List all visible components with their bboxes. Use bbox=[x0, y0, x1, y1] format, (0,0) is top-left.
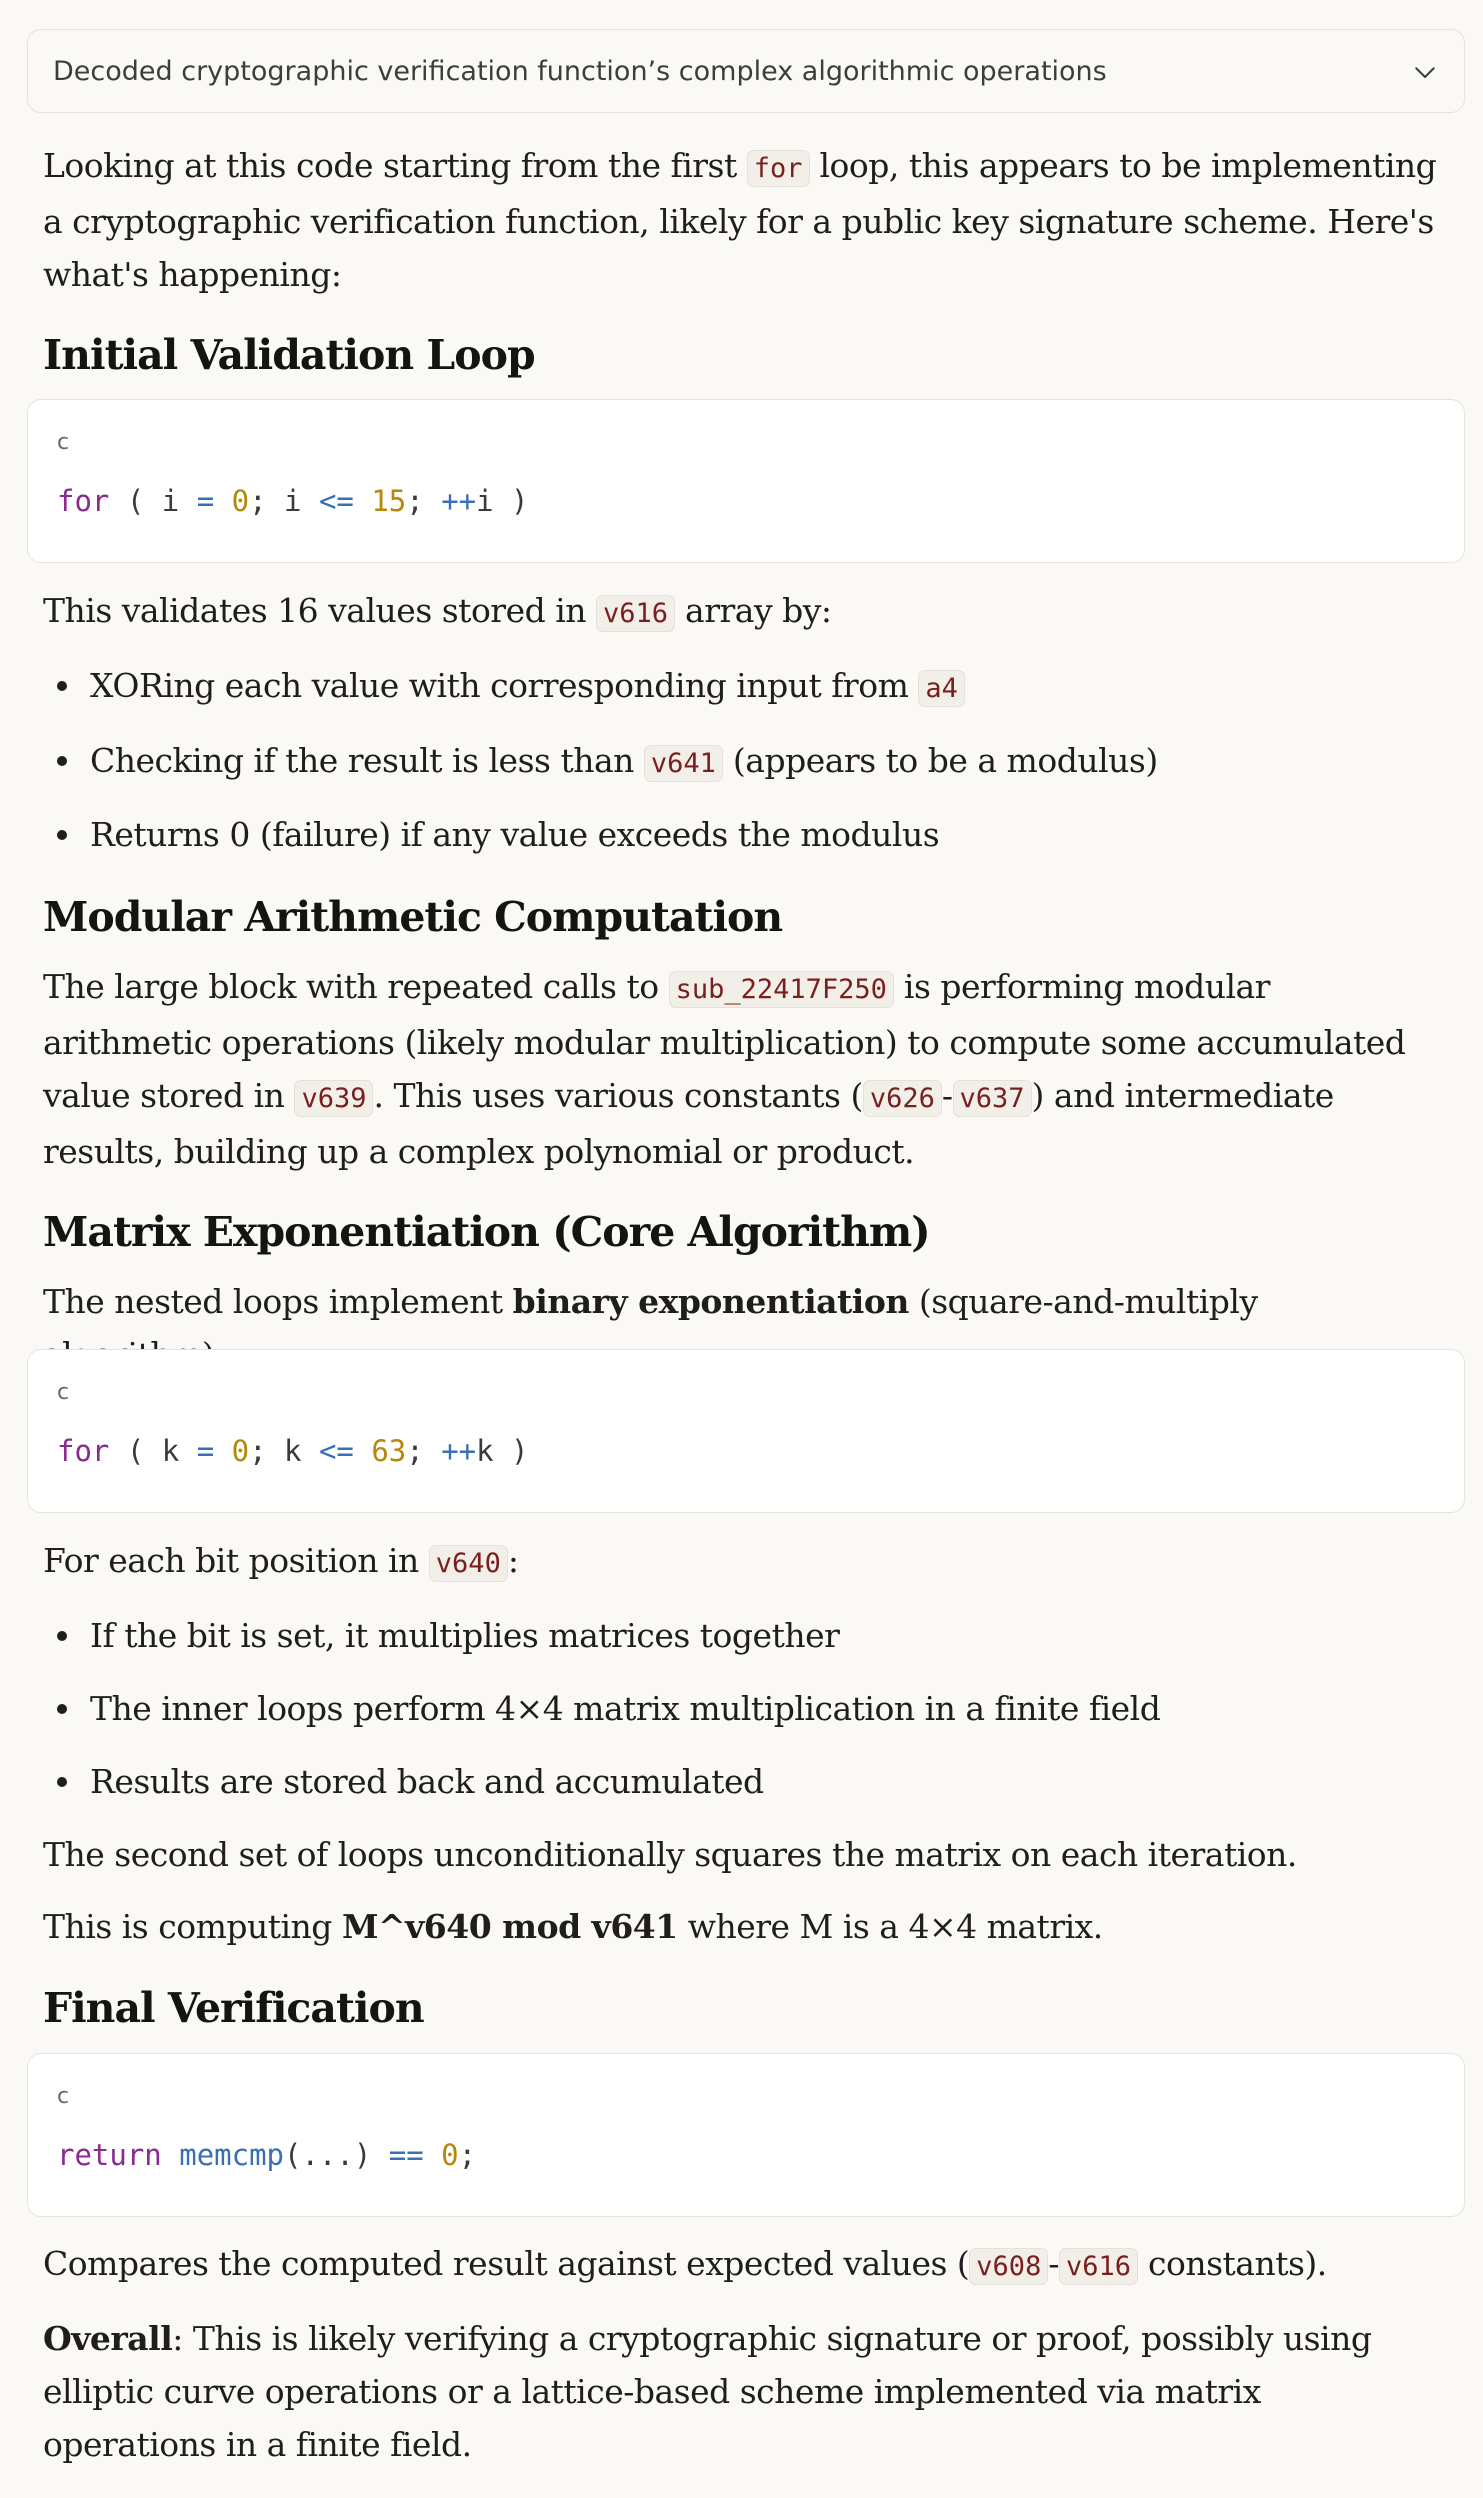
matrix-intro-paragraph: The nested loops implement binary exponentiation (square-and-multiply bbox=[43, 1282, 1258, 1321]
list-item: The inner loops perform 4×4 matrix multiplication in a finite field bbox=[43, 1682, 1160, 1735]
inline-code: a4 bbox=[918, 670, 965, 707]
inline-code: v641 bbox=[644, 745, 723, 782]
section-heading-matrix-exponentiation: Matrix Exponentiation (Core Algorithm) bbox=[43, 1208, 930, 1256]
chevron-down-icon[interactable] bbox=[1410, 57, 1440, 87]
inline-code: v616 bbox=[1059, 2248, 1138, 2285]
code-block-final-return bbox=[27, 2053, 1465, 2217]
intro-paragraph: Looking at this code starting from the first for loop, this appears to be implementing a cryptographic verification function, likely for a public key signature scheme. Here's what's happening: bbox=[43, 146, 1437, 294]
computing-paragraph: This is computing M^v640 mod v641 where M is a 4×4 matrix. bbox=[43, 1907, 1103, 1946]
compare-paragraph: Compares the computed result against expected values ( v608 - v616 constants). bbox=[43, 2244, 1327, 2283]
inline-code: v640 bbox=[429, 1545, 508, 1582]
section-heading-initial-validation: Initial Validation Loop bbox=[43, 331, 535, 379]
overall-paragraph: Overall: This is likely verifying a cryptographic signature or proof, possibly using elliptic curve operations or a lattice-based scheme implemented via matrix operations in a finite field. bbox=[43, 2319, 1372, 2464]
validation-description: This validates 16 values stored in v616 array by: bbox=[43, 591, 832, 630]
section-heading-final-verification: Final Verification bbox=[43, 1984, 424, 2032]
code-block-exponent-loop bbox=[27, 1349, 1465, 1513]
section-heading-modular-arithmetic: Modular Arithmetic Computation bbox=[43, 893, 783, 941]
list-item: Returns 0 (failure) if any value exceeds the modulus bbox=[43, 808, 939, 861]
thinking-summary-toggle[interactable] bbox=[27, 29, 1465, 113]
code-line: return memcmp(...) == 0; bbox=[57, 2138, 477, 2172]
code-language-label: c bbox=[57, 430, 70, 455]
list-item: If the bit is set, it multiplies matrices together bbox=[43, 1609, 839, 1662]
inline-code: v608 bbox=[969, 2248, 1048, 2285]
modular-arithmetic-paragraph: The large block with repeated calls to sub_22417F250 is performing modular arithmetic operations (likely modular multiplication) to compute some accumulated value stored in v639 . This uses various constants ( v626 - v637 ) and intermediate results, building up a complex polynomial or product. bbox=[43, 967, 1406, 1171]
code-language-label: c bbox=[57, 1380, 70, 1405]
list-item: Results are stored back and accumulated bbox=[43, 1755, 764, 1808]
code-block-validation-loop bbox=[27, 399, 1465, 563]
code-language-label: c bbox=[57, 2084, 70, 2109]
inline-code: v639 bbox=[294, 1080, 373, 1117]
list-item: XORing each value with corresponding input from a4 bbox=[43, 659, 965, 715]
thinking-summary-text: Decoded cryptographic verification function’s complex algorithmic operations bbox=[53, 56, 1107, 87]
inline-code: v616 bbox=[596, 595, 675, 632]
inline-code: for bbox=[747, 150, 810, 187]
bit-position-description: For each bit position in v640 : bbox=[43, 1541, 519, 1580]
inline-code: v637 bbox=[953, 1080, 1032, 1117]
list-item: Checking if the result is less than v641 (appears to be a modulus) bbox=[43, 734, 1158, 790]
inline-code: v626 bbox=[863, 1080, 942, 1117]
inline-code: sub_22417F250 bbox=[669, 971, 894, 1008]
squaring-paragraph: The second set of loops unconditionally squares the matrix on each iteration. bbox=[43, 1835, 1297, 1874]
code-line: for ( i = 0; i <= 15; ++i ) bbox=[57, 484, 529, 518]
code-line: for ( k = 0; k <= 63; ++k ) bbox=[57, 1434, 529, 1468]
